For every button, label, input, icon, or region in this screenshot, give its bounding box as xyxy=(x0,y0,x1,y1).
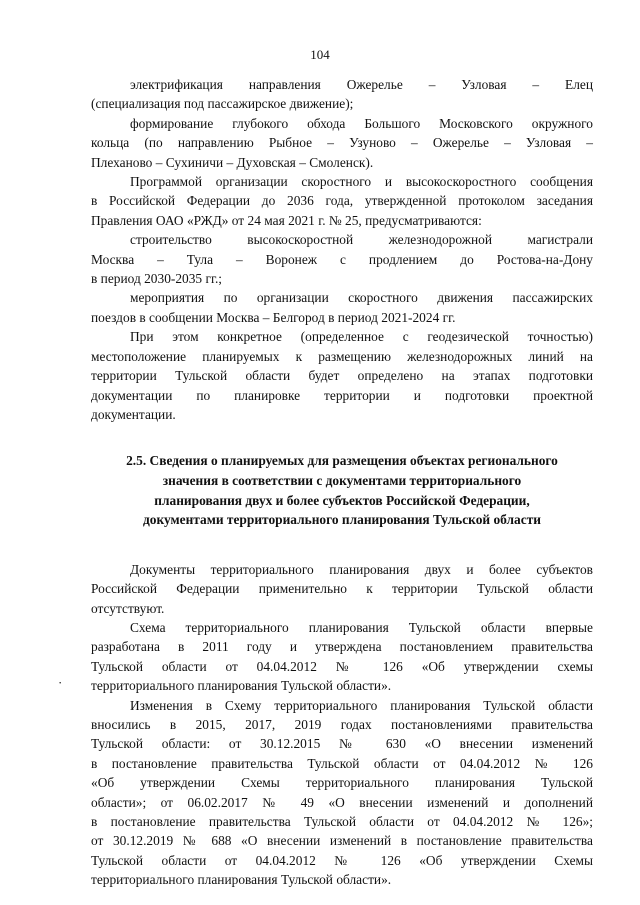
margin-mark: · xyxy=(58,675,63,690)
paragraph-line: в Российской Федерации до 2036 года, утвержденной протоколом заседания xyxy=(91,193,593,209)
paragraph-line: Программой организации скоростного и высокоскоростного сообщения xyxy=(130,174,593,190)
paragraph-line: кольца (по направлению Рыбное – Узуново – Ожерелье – Узловая – xyxy=(91,135,593,151)
page-number: 104 xyxy=(310,47,330,62)
paragraph-line: Москва – Тула – Воронеж с продлением до Ростова-на-Дону xyxy=(91,251,593,267)
paragraph-line: области»; от 06.02.2017 № 49 «О внесении изменений и дополнений xyxy=(91,794,593,810)
paragraph-line: Правления ОАО «РЖД» от 24 мая 2021 г. № 25, предусматриваются: xyxy=(91,212,482,228)
paragraph-line: мероприятия по организации скоростного движения пассажирских xyxy=(130,290,593,306)
paragraph-line: территориального планирования Тульской области». xyxy=(91,872,392,888)
paragraph-line: от 30.12.2019 № 688 «О внесении изменений в постановление правительства xyxy=(91,833,593,849)
paragraph-line: местоположение планируемых к размещению железнодорожных линий на xyxy=(91,348,593,364)
paragraph-line: формирование глубокого обхода Большого Московского окружного xyxy=(130,115,593,131)
paragraph-line: (специализация под пассажирское движение); xyxy=(91,96,354,112)
document-body xyxy=(91,75,593,890)
bottom-paragraphs xyxy=(91,560,593,890)
top-paragraphs xyxy=(91,75,593,424)
heading-line: документами территориального планирования Тульской области xyxy=(143,512,541,528)
paragraph-line: в постановление правительства Тульской области от 04.04.2012 № 126 xyxy=(91,755,593,771)
paragraph-line: Тульской области от 04.04.2012 № 126 «Об утверждении схемы xyxy=(91,658,593,674)
paragraph-line: разработана в 2011 году и утверждена постановлением правительства xyxy=(91,639,593,655)
paragraph-line: Тульской области от 04.04.2012 № 126 «Об утверждении Схемы xyxy=(91,852,593,868)
paragraph-line: Схема территориального планирования Тульской области впервые xyxy=(130,619,593,635)
paragraph-line: «Об утверждении Схемы территориального планирования Тульской xyxy=(91,775,593,791)
heading-line: 2.5. Сведения о планируемых для размещения объектах регионального xyxy=(126,453,558,469)
paragraph-line: Российской Федерации применительно к территории Тульской области xyxy=(91,581,593,597)
paragraph-line: территории Тульской области будет определено на этапах подготовки xyxy=(91,368,593,384)
paragraph-line: Плеханово – Сухиничи – Духовская – Смоленск). xyxy=(91,154,374,170)
paragraph-line: документации. xyxy=(91,406,176,422)
paragraph-line: документации по планировке территории и подготовки проектной xyxy=(91,387,593,403)
paragraph-line: территориального планирования Тульской области». xyxy=(91,678,392,694)
paragraph-line: отсутствуют. xyxy=(91,600,165,616)
paragraph-line: в период 2030-2035 гг.; xyxy=(91,271,223,287)
heading-line: значения в соответствии с документами территориального xyxy=(162,472,522,488)
paragraph-line: поездов в сообщении Москва – Белгород в период 2021-2024 гг. xyxy=(91,309,456,325)
paragraph-line: строительство высокоскоростной железнодорожной магистрали xyxy=(130,232,593,248)
paragraph-line: Изменения в Схему территориального планирования Тульской области xyxy=(130,697,593,713)
section-heading xyxy=(91,451,593,529)
paragraph-line: вносились в 2015, 2017, 2019 годах постановлениями правительства xyxy=(91,716,593,732)
paragraph-line: Тульской области: от 30.12.2015 № 630 «О внесении изменений xyxy=(91,736,593,752)
heading-line: планирования двух и более субъектов Российской Федерации, xyxy=(154,492,530,508)
paragraph-line: При этом конкретное (определенное с геодезической точностью) xyxy=(130,329,593,345)
paragraph-line: Документы территориального планирования двух и более субъектов xyxy=(130,561,593,577)
paragraph-line: в постановление правительства Тульской области от 04.04.2012 № 126»; xyxy=(91,813,593,829)
paragraph-line: электрификация направления Ожерелье – Узловая – Елец xyxy=(130,77,593,92)
